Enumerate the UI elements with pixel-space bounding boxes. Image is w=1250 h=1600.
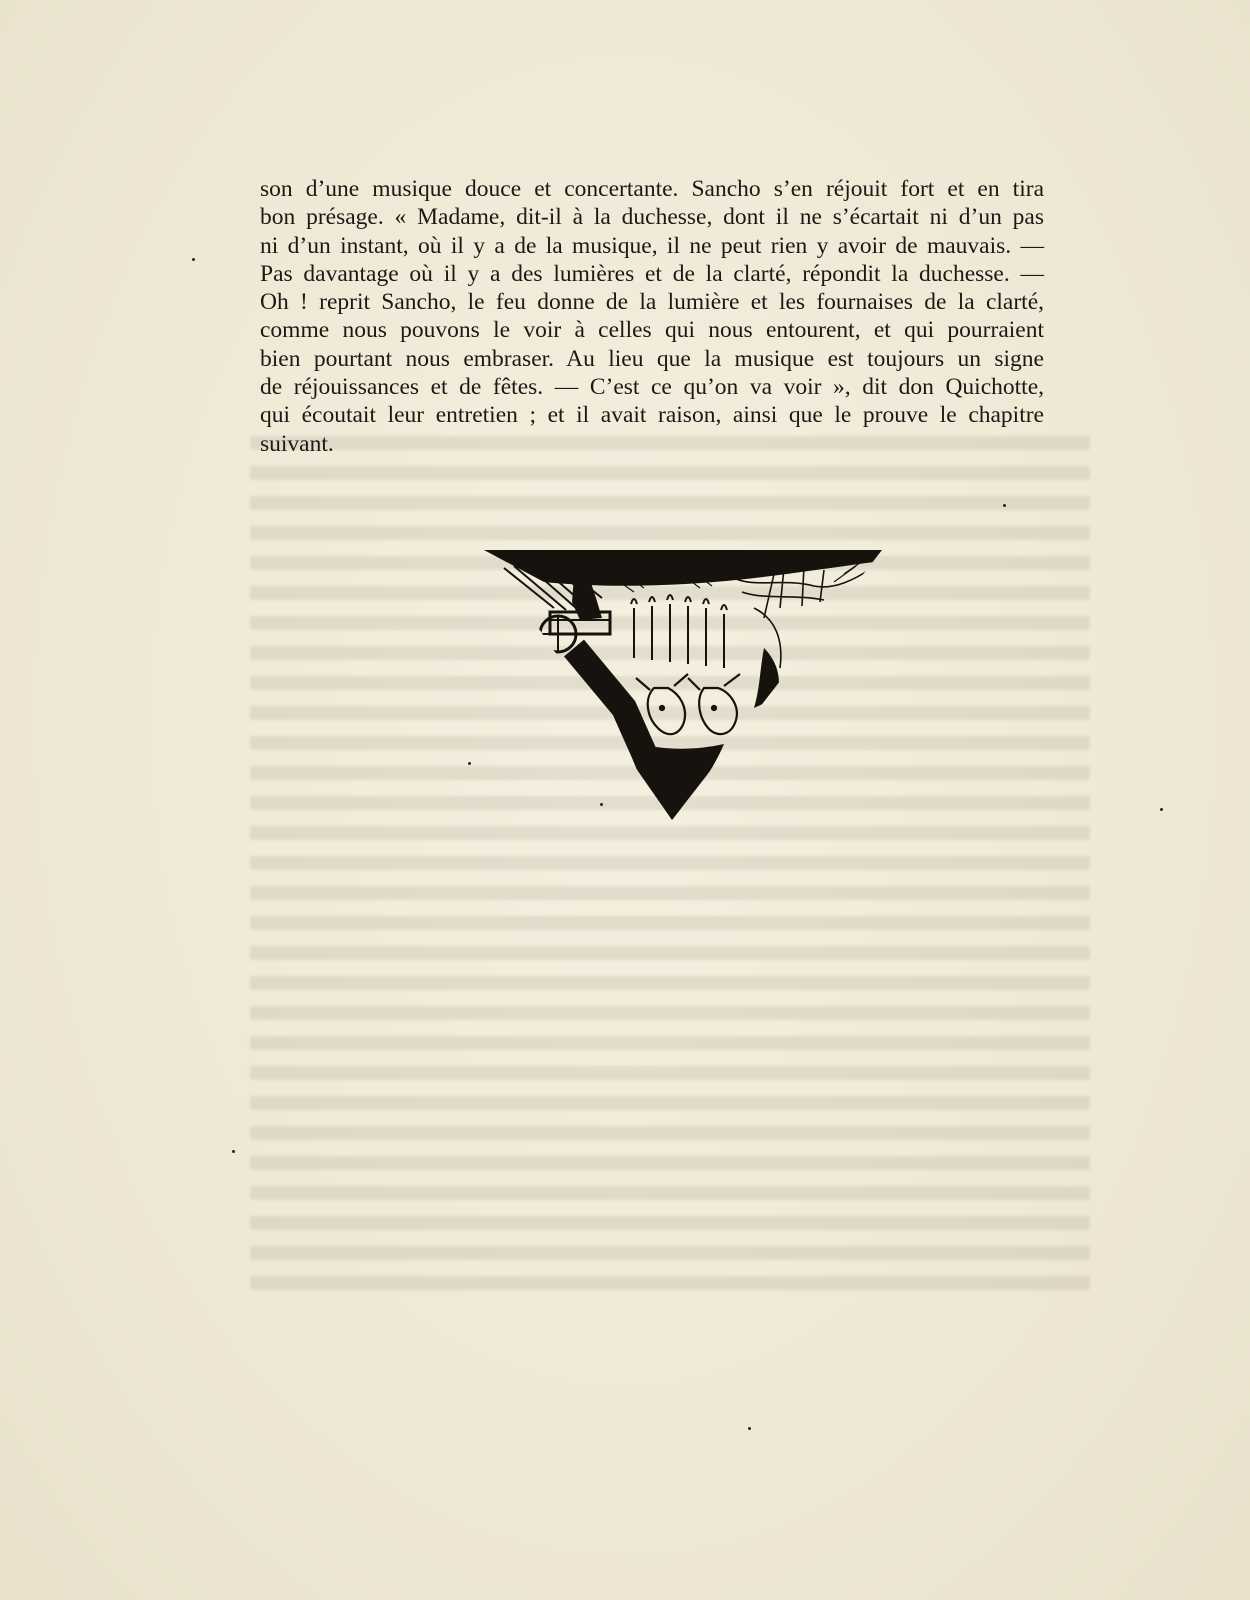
text-line: son d’une musique douce et concertante. Sancho s’en réjouit fort et en tira (260, 176, 1044, 202)
text-line: qui écoutait leur entretien ; et il avait raison, ainsi que le prouve le chapitre (260, 402, 1044, 429)
text-line: Oh ! reprit Sancho, le feu donne de la lumière et les fournaises de la clarté, (260, 289, 1044, 316)
paper-speck (748, 1427, 751, 1430)
text-line: bon présage. « Madame, dit-il à la duchesse, dont il ne s’écartait ni d’un pas (260, 204, 1044, 231)
paper-speck (192, 258, 195, 261)
paper-speck (1003, 504, 1006, 507)
text-line: ni d’un instant, où il y a de la musique, il ne peut rien y avoir de mauvais. — (260, 232, 1044, 259)
text-line: Pas davantage où il y a des lumières et de la clarté, répondit la duchesse. — (260, 260, 1044, 287)
paper-speck (1160, 808, 1163, 811)
paper-speck (600, 803, 603, 806)
text-line: bien pourtant nous embraser. Au lieu que la musique est toujours un signe (260, 345, 1044, 372)
text-line-last: suivant. (260, 430, 334, 457)
vignette-illustration (484, 548, 884, 823)
text-line: de réjouissances et de fêtes. — C’est ce qu’on va voir », dit don Quichotte, (260, 374, 1044, 401)
text-line: comme nous pouvons le voir à celles qui nous entourent, et qui pourraient (260, 317, 1044, 344)
paper-speck (468, 762, 471, 765)
body-paragraph (260, 175, 1044, 458)
paper-speck (232, 1150, 235, 1153)
